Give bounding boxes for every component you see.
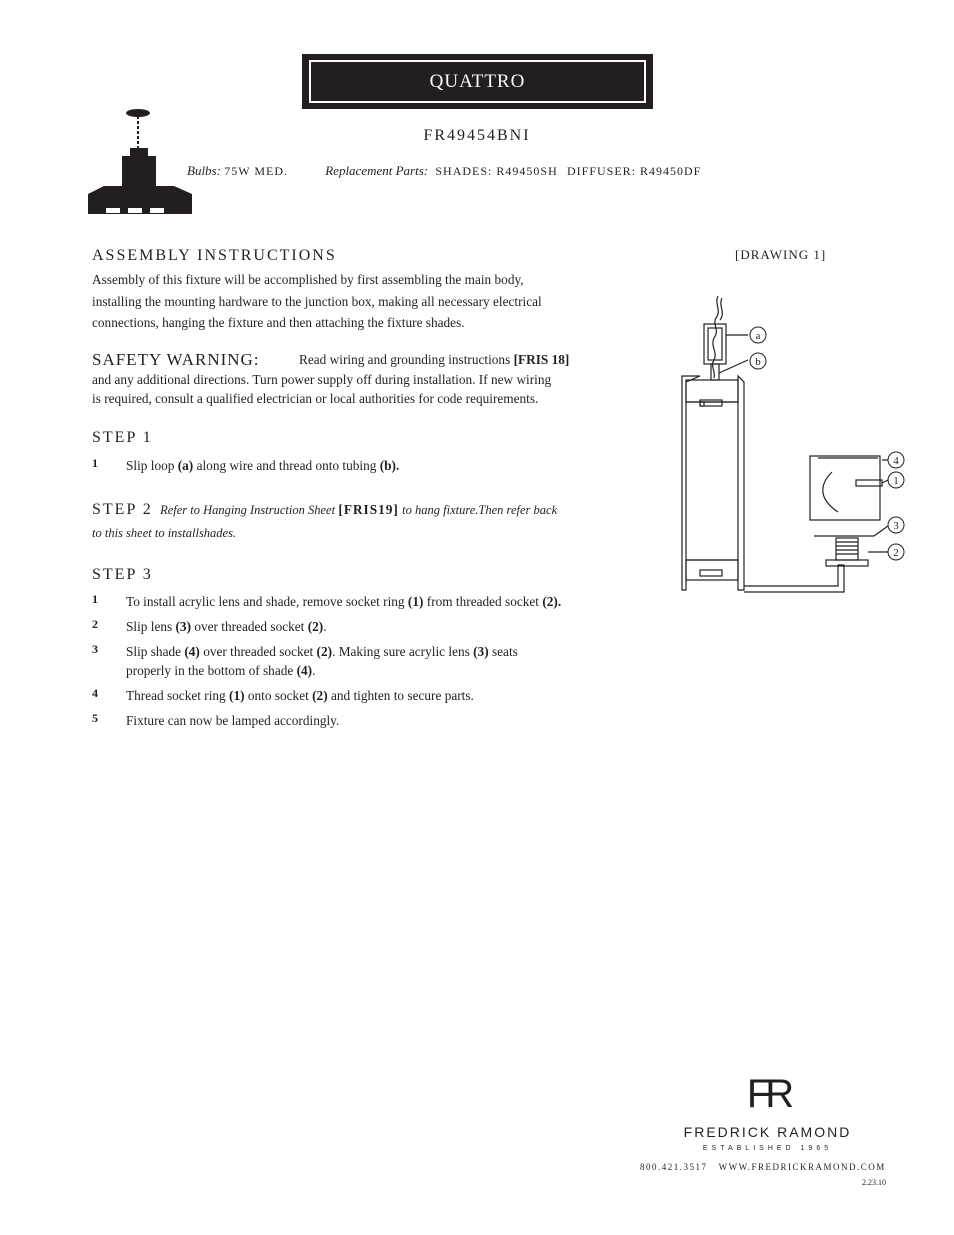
bulbs-value: 75W MED. <box>224 164 288 178</box>
step-number: 2 <box>92 617 98 631</box>
step-number: 1 <box>92 592 98 606</box>
replacement-label: Replacement Parts: <box>325 163 429 178</box>
step-number: 4 <box>92 686 98 700</box>
assembly-line: connections, hanging the fixture and then attaching the fixture shades. <box>92 315 465 330</box>
safety-intro-line <box>299 352 569 368</box>
model-number: FR49454BNI <box>423 127 531 144</box>
assembly-paragraph <box>92 269 632 334</box>
callout-4: 4 <box>893 455 899 467</box>
assembly-drawing <box>670 290 920 610</box>
step2-heading: STEP 2 <box>92 501 153 518</box>
brand-logo-mark: FR <box>746 1072 789 1116</box>
step3-heading: STEP 3 <box>92 566 153 583</box>
revision-date: 2.23.10 <box>862 1178 886 1187</box>
assembly-heading: ASSEMBLY INSTRUCTIONS <box>92 247 337 264</box>
shades-part: SHADES: R49450SH <box>435 164 558 178</box>
safety-heading: SAFETY WARNING: <box>92 350 260 369</box>
step-text: To install acrylic lens and shade, remove socket ring (1) from threaded socket (2). <box>126 594 562 609</box>
step-text: Slip loop (a) along wire and thread onto tubing (b). <box>126 458 400 473</box>
product-name: QUATTRO <box>309 60 646 103</box>
step-number: 1 <box>92 456 98 470</box>
step-text: Thread socket ring (1) onto socket (2) and tighten to secure parts. <box>126 688 474 703</box>
step-number: 5 <box>92 711 98 725</box>
safety-line: is required, consult a qualified electrician or local authorities for code requirements. <box>92 391 539 406</box>
step-text: Fixture can now be lamped accordingly. <box>126 713 340 728</box>
contact-line: 800.421.3517 WWW.FREDRICKRAMOND.COM <box>640 1162 886 1172</box>
brand-established: ESTABLISHED 1965 <box>702 1145 833 1152</box>
step2-block <box>92 501 632 519</box>
step3-item-3 <box>92 642 632 682</box>
step2-line2: to this sheet to installshades. <box>92 526 237 540</box>
safety-paragraph <box>92 370 632 408</box>
brand-name: FREDRICK RAMOND <box>683 1124 852 1140</box>
safety-ref: [FRIS 18] <box>513 352 570 367</box>
specs-line <box>187 163 701 179</box>
step-text: Slip shade (4) over threaded socket (2). Making sure acrylic lens (3) seats properly in the bottom of shade (4). <box>126 644 518 678</box>
bulbs-label: Bulbs: <box>187 163 221 178</box>
callout-a: a <box>755 330 761 342</box>
callout-1: 1 <box>893 475 899 487</box>
step-text: Slip lens (3) over threaded socket (2). <box>126 619 327 634</box>
step2-pre: Refer to Hanging Instruction Sheet <box>160 503 336 517</box>
drawing-label: [DRAWING 1] <box>735 247 827 262</box>
step1-heading: STEP 1 <box>92 429 153 446</box>
callout-2: 2 <box>893 547 899 559</box>
step2-ref: [FRIS19] <box>338 502 399 517</box>
safety-intro: Read wiring and grounding instructions <box>299 352 511 367</box>
callout-3: 3 <box>893 520 899 532</box>
assembly-line: installing the mounting hardware to the junction box, making all necessary electrical <box>92 293 542 309</box>
step-number: 3 <box>92 642 98 656</box>
safety-line: and any additional directions. Turn power supply off during installation. If new wiring <box>92 372 552 387</box>
callout-b: b <box>755 356 761 368</box>
chandelier-silhouette-icon <box>84 108 196 220</box>
diffuser-part: DIFFUSER: R49450DF <box>566 164 702 178</box>
assembly-line: Assembly of this fixture will be accomplished by first assembling the main body, <box>92 272 524 287</box>
product-title-box <box>302 54 653 109</box>
step2-post: to hang fixture.Then refer back <box>402 503 558 517</box>
